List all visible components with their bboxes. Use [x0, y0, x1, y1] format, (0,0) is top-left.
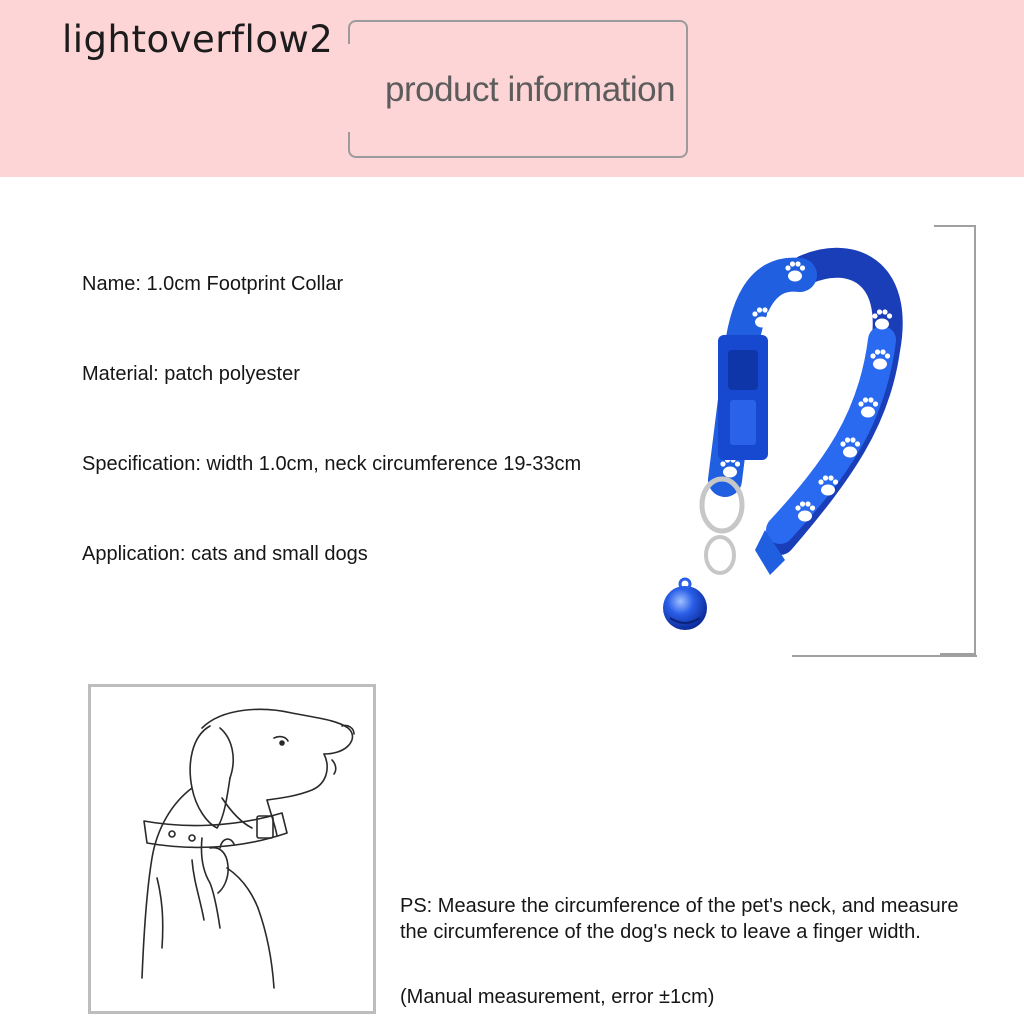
measurement-instructions: PS: Measure the circumference of the pet's neck, and measure the circumference of the dog's neck to leave a finger width. [400, 895, 959, 943]
image-frame-bottom [792, 655, 977, 657]
spec-application: Application: cats and small dogs [82, 543, 368, 565]
dog-image [92, 688, 374, 1010]
image-frame-bracket [934, 225, 976, 655]
page-title: product information [385, 70, 676, 109]
collar-image [600, 230, 930, 650]
spec-specification: Specification: width 1.0cm, neck circumference 19-33cm [82, 453, 582, 475]
spec-name: Name: 1.0cm Footprint Collar [82, 273, 344, 295]
spec-material: Material: patch polyester [82, 363, 300, 385]
brand-name: lightoverflow2 [62, 18, 334, 61]
measurement-error-note: (Manual measurement, error ±1cm) [400, 986, 715, 1008]
